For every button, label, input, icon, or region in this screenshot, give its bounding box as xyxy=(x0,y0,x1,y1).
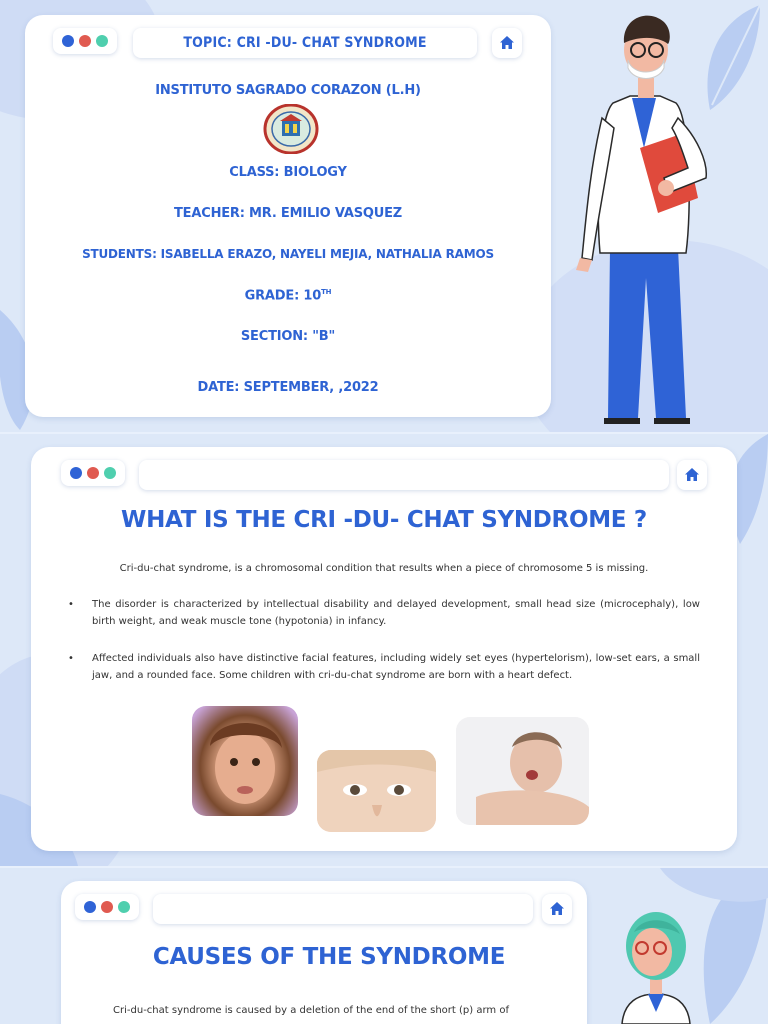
students-line: STUDENTS: ISABELLA ERAZO, NAYELI MEJIA, NATHALIA RAMOS xyxy=(82,247,494,261)
dot-red-icon[interactable] xyxy=(79,35,91,47)
address-bar[interactable] xyxy=(139,460,669,490)
dot-red-icon[interactable] xyxy=(101,901,113,913)
home-icon xyxy=(549,901,565,917)
grade-text: GRADE: 10 xyxy=(244,288,322,304)
home-button[interactable] xyxy=(492,28,522,58)
section-line: SECTION: "B" xyxy=(240,329,336,344)
section-title: CAUSES OF THE SYNDROME xyxy=(152,944,506,970)
causes-paragraph: Cri-du-chat syndrome is caused by a deletion of the end of the short (p) arm of xyxy=(113,1005,509,1016)
dot-teal-icon[interactable] xyxy=(96,35,108,47)
bullet-marker: • xyxy=(68,653,74,664)
dot-red-icon[interactable] xyxy=(87,467,99,479)
window-controls xyxy=(53,28,117,54)
dot-teal-icon[interactable] xyxy=(118,901,130,913)
home-icon xyxy=(684,467,700,483)
slide-title xyxy=(0,0,768,432)
dot-blue-icon[interactable] xyxy=(62,35,74,47)
dot-blue-icon[interactable] xyxy=(70,467,82,479)
slide-definition xyxy=(0,434,768,866)
child-photo-2 xyxy=(317,750,436,832)
grade-superscript: TH xyxy=(321,288,332,296)
topic-bar: TOPIC: CRI -DU- CHAT SYNDROME xyxy=(133,28,477,58)
address-bar[interactable] xyxy=(153,894,533,924)
infant-photo xyxy=(456,717,589,825)
grade-line xyxy=(25,288,551,303)
school-seal-logo xyxy=(263,104,319,154)
section-title: WHAT IS THE CRI -DU- CHAT SYNDROME ? xyxy=(121,507,647,533)
date-line: DATE: SEPTEMBER, ,2022 xyxy=(197,380,379,395)
window-controls xyxy=(61,460,125,486)
slide-causes xyxy=(0,868,768,1024)
doctor-illustration xyxy=(568,8,738,432)
doctor-illustration-2 xyxy=(612,902,702,1024)
teacher-line: TEACHER: MR. EMILIO VASQUEZ xyxy=(174,206,402,221)
bullet-marker: • xyxy=(68,599,74,610)
intro-paragraph: Cri-du-chat syndrome, is a chromosomal condition that results when a piece of chromosome 5 is missing. xyxy=(119,563,649,574)
class-line: CLASS: BIOLOGY xyxy=(229,165,347,180)
dot-teal-icon[interactable] xyxy=(104,467,116,479)
home-icon xyxy=(499,35,515,51)
institute-name: INSTITUTO SAGRADO CORAZON (L.H) xyxy=(155,83,421,98)
home-button[interactable] xyxy=(677,460,707,490)
home-button[interactable] xyxy=(542,894,572,924)
bullet-item: The disorder is characterized by intellectual disability and delayed development, small head size (microcephaly), low birth weight, and weak muscle tone (hypotonia) in infancy. xyxy=(92,599,700,627)
child-photo-1 xyxy=(192,706,298,816)
bullet-item: Affected individuals also have distinctive facial features, including widely set eyes (hypertelorism), low-set ears, a small jaw, and a rounded face. Some children with cri-du-chat syndrome are born with a heart defect. xyxy=(92,653,700,681)
window-controls xyxy=(75,894,139,920)
dot-blue-icon[interactable] xyxy=(84,901,96,913)
